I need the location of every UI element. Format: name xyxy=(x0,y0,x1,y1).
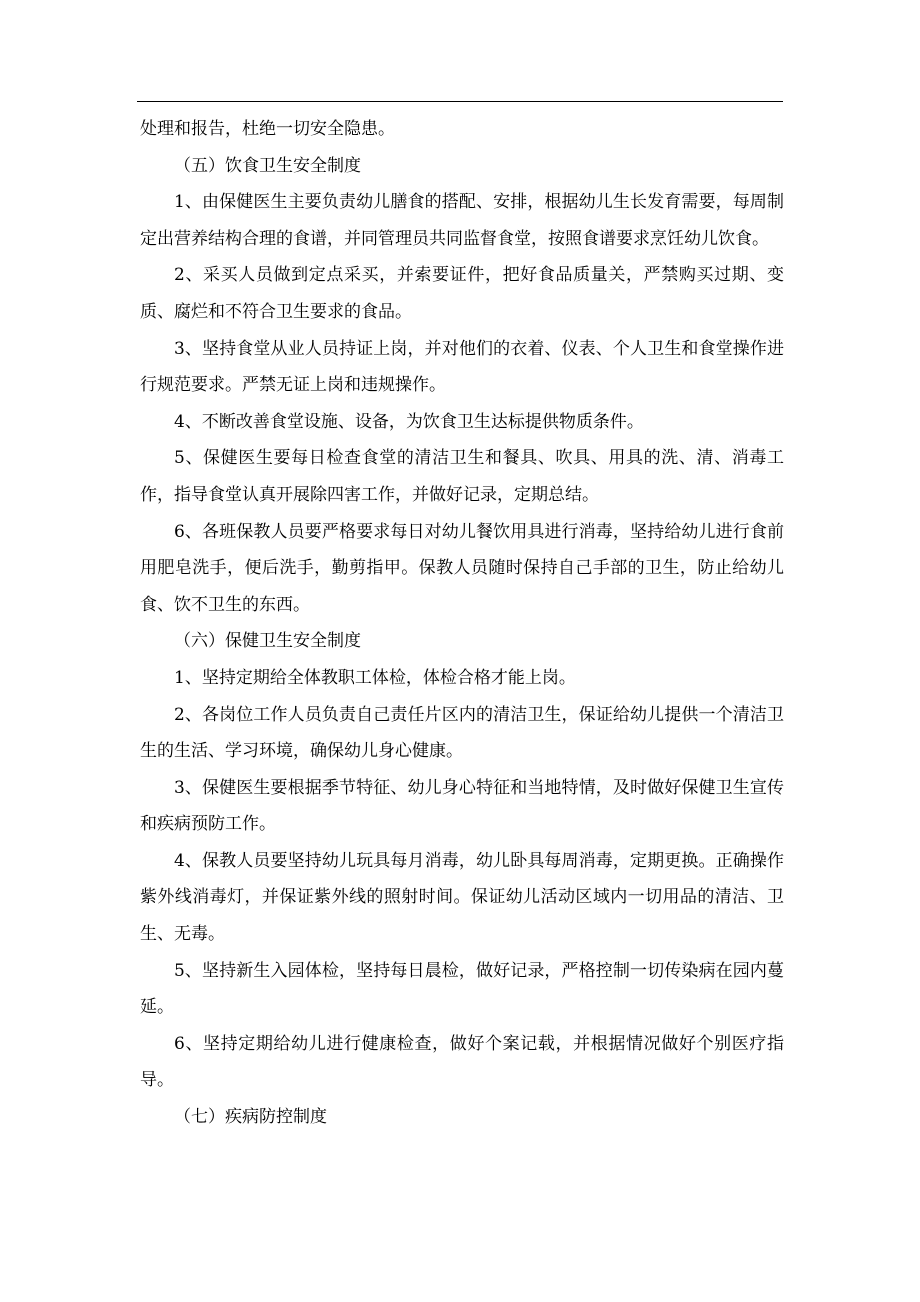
section-heading-7: （七）疾病防控制度 xyxy=(174,1107,327,1128)
paragraph-5-5: 5、保健医生要每日检查食堂的清洁卫生和餐具、吹具、用具的洗、清、消毒工作，指导食堂认真开展除四害工作，并做好记录，定期总结。 xyxy=(140,448,784,505)
paragraph-6-5: 5、坚持新生入园体检，坚持每日晨检，做好记录，严格控制一切传染病在园内蔓延。 xyxy=(140,960,784,1018)
paragraph-5-2: 2、采买人员做到定点采买，并索要证件，把好食品质量关，严禁购买过期、变质、腐烂和不符合卫生要求的食品。 xyxy=(140,265,784,322)
paragraph-5-4: 4、不断改善食堂设施、设备，为饮食卫生达标提供物质条件。 xyxy=(174,411,644,432)
section-heading-6: （六）保健卫生安全制度 xyxy=(174,631,361,652)
paragraph-5-6: 6、各班保教人员要严格要求每日对幼儿餐饮用具进行消毒，坚持给幼儿进行食前用肥皂洗手，便后洗手，勤剪指甲。保教人员随时保持自己手部的卫生，防止给幼儿食、饮不卫生的东西。 xyxy=(140,521,784,615)
paragraph-6-6: 6、坚持定期给幼儿进行健康检查，做好个案记载，并根据情况做好个别医疗指导。 xyxy=(140,1033,784,1091)
paragraph-6-2: 2、各岗位工作人员负责自己责任片区内的清洁卫生，保证给幼儿提供一个清洁卫生的生活、学习环境，确保幼儿身心健康。 xyxy=(140,704,784,762)
paragraph-6-3: 3、保健医生要根据季节特征、幼儿身心特征和当地特情，及时做好保健卫生宣传和疾病预防工作。 xyxy=(140,777,784,835)
section-heading-5: （五）饮食卫生安全制度 xyxy=(174,155,361,176)
continuation-paragraph: 处理和报告，杜绝一切安全隐患。 xyxy=(140,119,395,139)
paragraph-5-1: 1、由保健医生主要负责幼儿膳食的搭配、安排，根据幼儿生长发育需要，每周制定出营养结构合理的食谱，并同管理员共同监督食堂，按照食谱要求烹饪幼儿饮食。 xyxy=(140,192,784,249)
paragraph-6-1: 1、坚持定期给全体教职工体检，体检合格才能上岗。 xyxy=(174,667,576,688)
paragraph-5-3: 3、坚持食堂从业人员持证上岗，并对他们的衣着、仪表、个人卫生和食堂操作进行规范要求。严禁无证上岗和违规操作。 xyxy=(140,338,784,396)
document-body xyxy=(140,111,784,1136)
paragraph-6-4: 4、保教人员要坚持幼儿玩具每月消毒，幼儿卧具每周消毒，定期更换。正确操作紫外线消毒灯，并保证紫外线的照射时间。保证幼儿活动区域内一切用品的清洁、卫生、无毒。 xyxy=(140,850,784,945)
header-rule xyxy=(137,101,783,102)
